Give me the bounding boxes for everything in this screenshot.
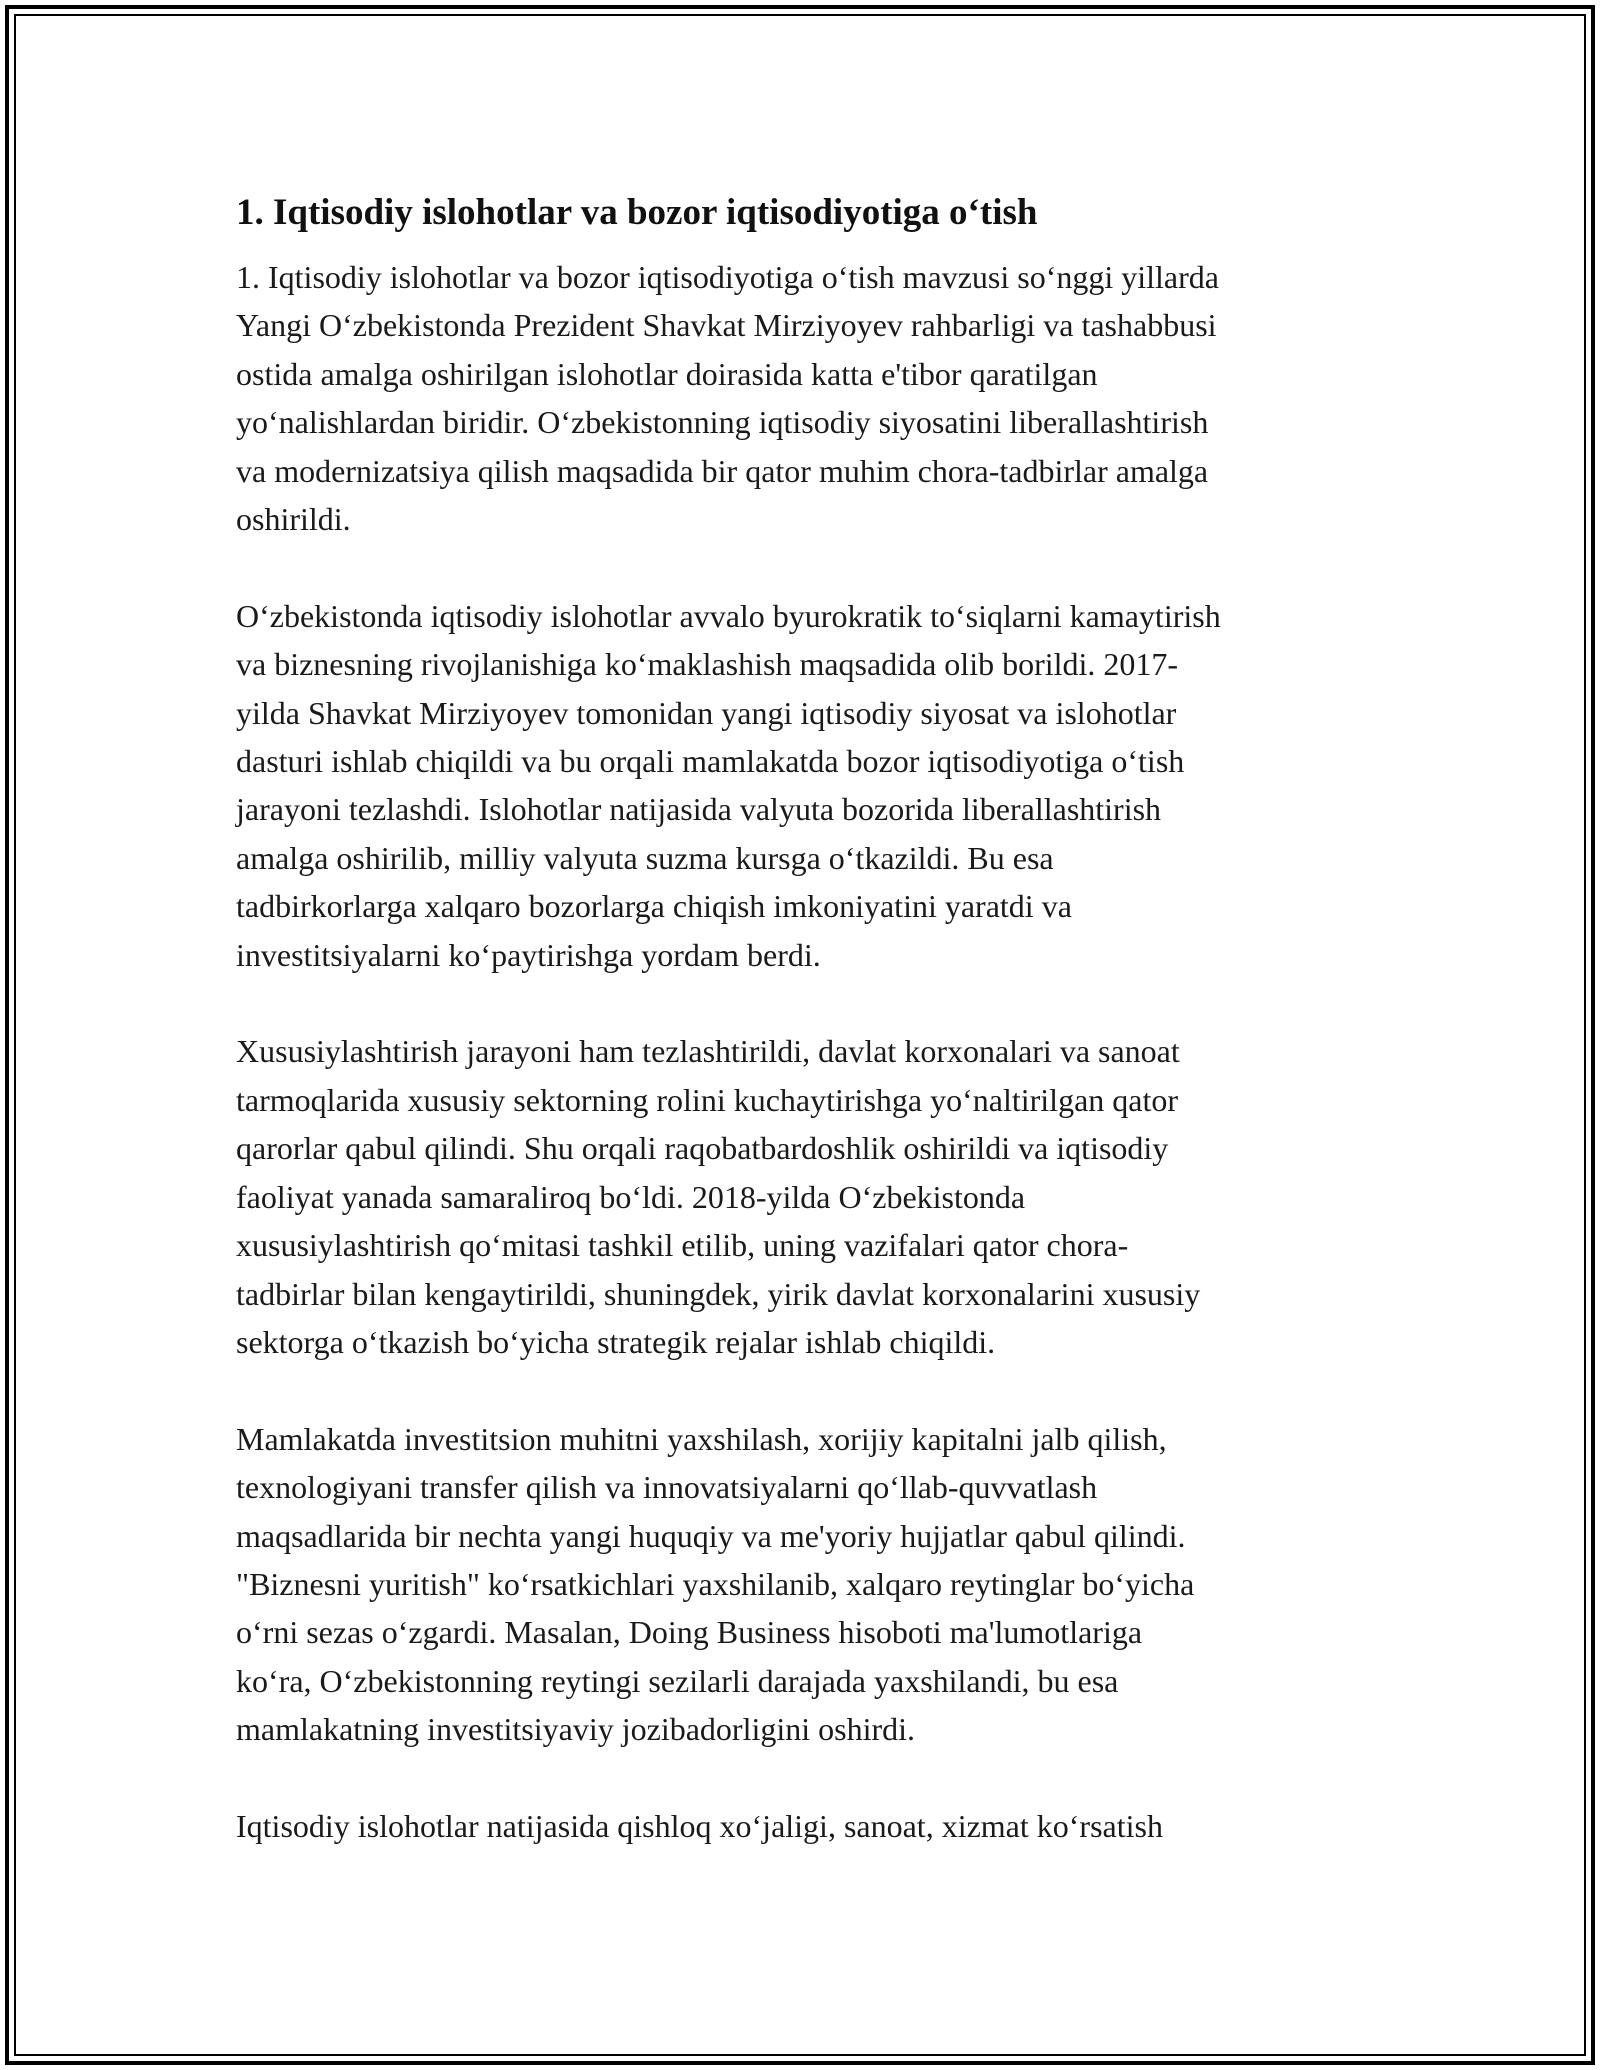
paragraph-line: ostida amalga oshirilgan islohotlar doirasida katta e'tibor qaratilgan xyxy=(236,355,1098,392)
paragraph-line: sektorga o‘tkazish bo‘yicha strategik rejalar ishlab chiqildi. xyxy=(236,1323,996,1360)
paragraph-line: oshirildi. xyxy=(236,501,351,538)
paragraph-4 xyxy=(236,1415,1416,1754)
paragraph-line: tadbirkorlarga xalqaro bozorlarga chiqish imkoniyatini yaratdi va xyxy=(236,888,1072,925)
paragraph-1 xyxy=(236,253,1416,543)
paragraph-line: mamlakatning investitsiyaviy jozibadorligini oshirdi. xyxy=(236,1711,916,1748)
paragraph-3 xyxy=(236,1027,1416,1366)
paragraph-line: Iqtisodiy islohotlar natijasida qishloq xo‘jaligi, sanoat, xizmat ko‘rsatish xyxy=(236,1807,1163,1844)
paragraph-line: Mamlakatda investitsion muhitni yaxshilash, xorijiy kapitalni jalb qilish, xyxy=(236,1420,1167,1457)
paragraph-line: dasturi ishlab chiqildi va bu orqali mamlakatda bozor iqtisodiyotiga o‘tish xyxy=(236,743,1185,780)
paragraph-line: faoliyat yanada samaraliroq bo‘ldi. 2018-yilda O‘zbekistonda xyxy=(236,1178,1026,1215)
paragraph-line: qarorlar qabul qilindi. Shu orqali raqobatbardoshlik oshirildi va iqtisodiy xyxy=(236,1130,1169,1167)
paragraph-line: o‘rni sezas o‘zgardi. Masalan, Doing Business hisoboti ma'lumotlariga xyxy=(236,1614,1143,1651)
document-heading: 1. Iqtisodiy islohotlar va bozor iqtisodiyotiga o‘tish xyxy=(236,192,1038,233)
paragraph-line: va modernizatsiya qilish maqsadida bir qator muhim chora-tadbirlar amalga xyxy=(236,452,1209,489)
paragraph-line: Xususiylashtirish jarayoni ham tezlashtirildi, davlat korxonalari va sanoat xyxy=(236,1033,1180,1070)
paragraph-line: xususiylashtirish qo‘mitasi tashkil etilib, uning vazifalari qator chora- xyxy=(236,1227,1129,1264)
paragraph-2 xyxy=(236,592,1416,979)
paragraph-line: Yangi O‘zbekistonda Prezident Shavkat Mirziyoyev rahbarligi va tashabbusi xyxy=(236,307,1217,344)
paragraph-line: yilda Shavkat Mirziyoyev tomonidan yangi iqtisodiy siyosat va islohotlar xyxy=(236,694,1177,731)
paragraph-line: investitsiyalarni ko‘paytirishga yordam berdi. xyxy=(236,936,821,973)
paragraph-line: yo‘nalishlardan biridir. O‘zbekistonning iqtisodiy siyosatini liberallashtirish xyxy=(236,404,1209,441)
paragraph-line: O‘zbekistonda iqtisodiy islohotlar avvalo byurokratik to‘siqlarni kamaytirish xyxy=(236,597,1221,634)
paragraph-line: tarmoqlarida xususiy sektorning rolini kuchaytirishga yo‘naltirilgan qator xyxy=(236,1081,1179,1118)
paragraph-line: texnologiyani transfer qilish va innovatsiyalarni qo‘llab-quvvatlash xyxy=(236,1469,1098,1506)
document-body xyxy=(236,185,1416,1899)
paragraph-line: va biznesning rivojlanishiga ko‘maklashish maqsadida olib borildi. 2017- xyxy=(236,646,1179,683)
paragraph-line: "Biznesni yuritish" ko‘rsatkichlari yaxshilanib, xalqaro reytinglar bo‘yicha xyxy=(236,1565,1195,1602)
paragraph-line: ko‘ra, O‘zbekistonning reytingi sezilarli darajada yaxshilandi, bu esa xyxy=(236,1662,1119,1699)
paragraph-line: jarayoni tezlashdi. Islohotlar natijasida valyuta bozorida liberallashtirish xyxy=(236,791,1162,828)
paragraph-5 xyxy=(236,1802,1416,1850)
paragraph-line: maqsadlarida bir nechta yangi huquqiy va me'yoriy hujjatlar qabul qilindi. xyxy=(236,1517,1186,1554)
paragraph-line: 1. Iqtisodiy islohotlar va bozor iqtisodiyotiga o‘tish mavzusi so‘nggi yillarda xyxy=(236,259,1219,295)
paragraph-line: amalga oshirilib, milliy valyuta suzma kursga o‘tkazildi. Bu esa xyxy=(236,839,1054,876)
paragraph-line: tadbirlar bilan kengaytirildi, shuningdek, yirik davlat korxonalarini xususiy xyxy=(236,1275,1201,1312)
